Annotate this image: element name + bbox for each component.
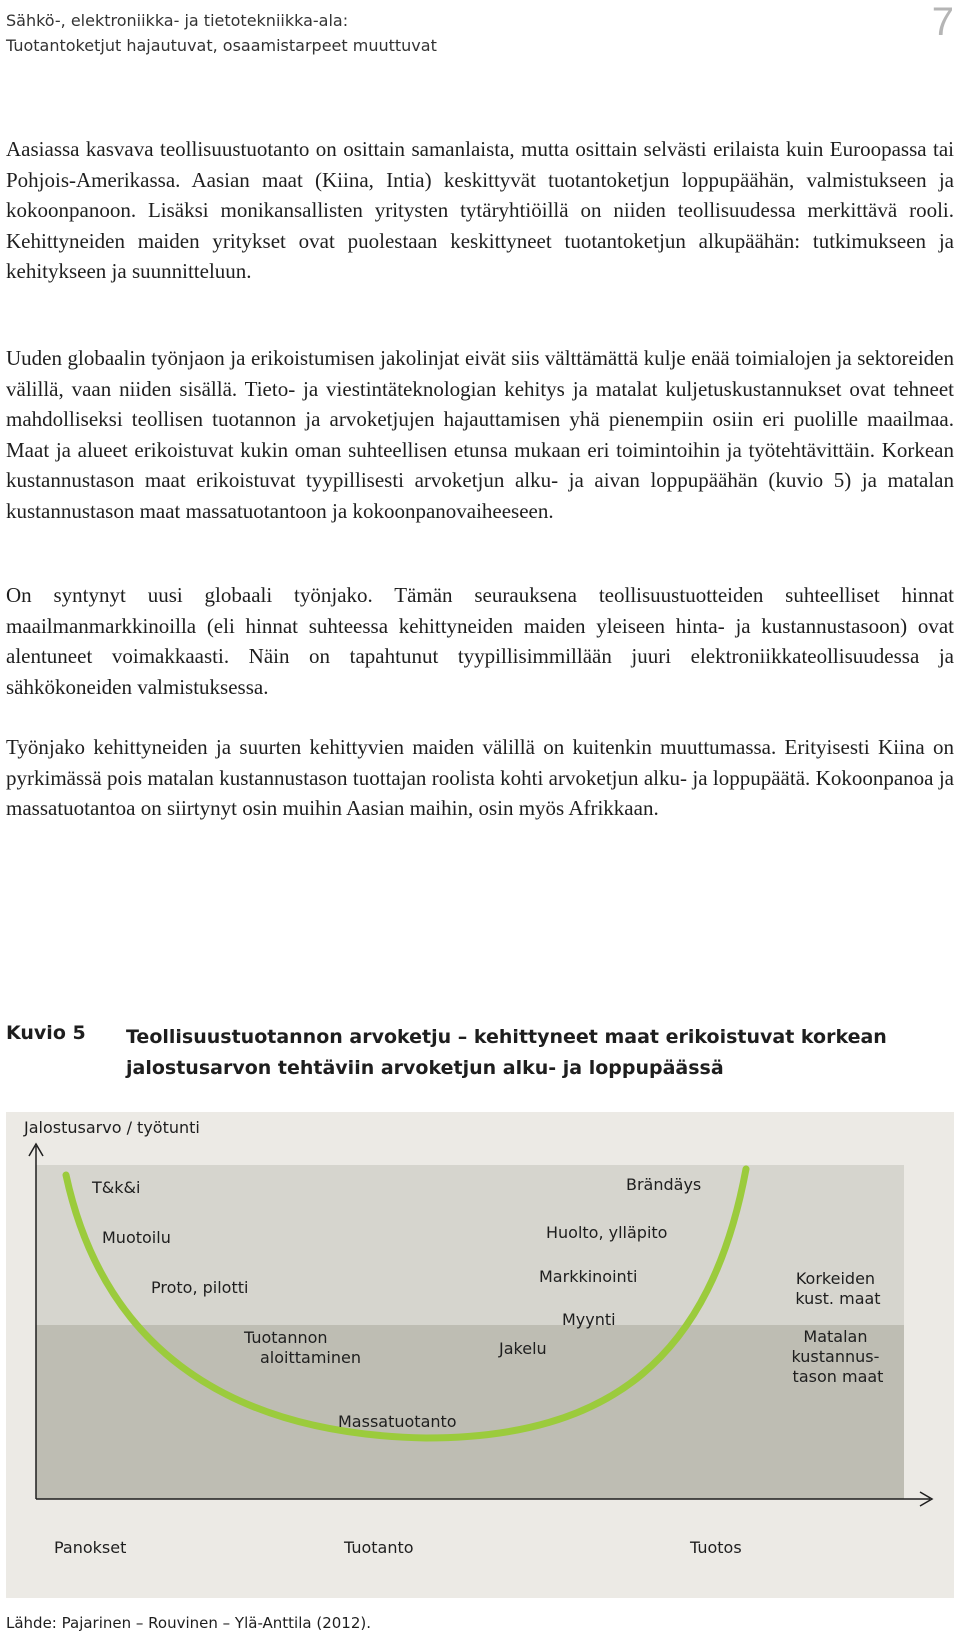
figure-title: Teollisuustuotannon arvoketju – kehittyneet maat erikoistuvat korkean jalostusarvon tehtäviin arvoketjun alku- ja loppupäässä: [126, 1026, 887, 1079]
curve-label-muotoilu: Muotoilu: [102, 1228, 171, 1247]
curve-label-tuotannon-aloittaminen: Tuotannon aloittaminen: [244, 1328, 361, 1367]
page-number: 7: [931, 0, 954, 44]
curve-label-myynti: Myynti: [562, 1310, 616, 1329]
curve-label-jakelu: Jakelu: [499, 1339, 547, 1358]
value-chain-figure: [6, 1112, 954, 1598]
curve-label-markkinointi: Markkinointi: [539, 1267, 638, 1286]
y-axis-label: Jalostusarvo / työtunti: [24, 1118, 200, 1137]
curve-label-huolto-yllapito: Huolto, ylläpito: [546, 1223, 668, 1242]
curve-label-proto-pilotti: Proto, pilotti: [151, 1278, 249, 1297]
band-label-high-cost: Korkeiden kust. maat: [795, 1269, 881, 1308]
curve-label-brandays: Brändäys: [626, 1175, 702, 1194]
header-title-line-2: Tuotantoketjut hajautuvat, osaamistarpeet muuttuvat: [6, 36, 437, 55]
header-title-line-1: Sähkö-, elektroniikka- ja tietotekniikka-ala:: [6, 11, 349, 30]
paragraph-2: Uuden globaalin työnjaon ja erikoistumisen jakolinjat eivät siis välttämättä kulje enää toimialojen ja sektoreiden välillä, vaan niiden sisällä. Tieto- ja viestintäteknologian kehitys ja matalat kuljetuskustannukset ovat tehneet mahdolliseksi teollisen tuotannon ja arvoketjujen hajauttamisen yhä pienempiin osiin eri puolille maailmaa. Maat ja alueet erikoistuvat kukin oman suhteellisen etunsa mukaan eri toimintoihin ja työtehtävittäin. Korkean kustannustason maat erikoistuvat tyypillisesti arvoketjun alku- ja aivan loppupäähän (kuvio 5) ja matalan kustannustason maat massatuotantoon ja kokoonpanovaiheeseen.: [6, 346, 954, 523]
paragraph-3: On syntynyt uusi globaali työnjako. Tämän seurauksena teollisuustuotteiden suhteelliset hinnat maailmanmarkkinoilla (eli hinnat suhteessa kehittyneiden maiden yleiseen hinta- ja kustannustasoon) ovat alentuneet voimakkaasti. Näin on tapahtunut tyypillisimmillään juuri elektroniikkateollisuudessa ja sähkökoneiden valmistuksessa.: [6, 583, 954, 699]
smile-curve-chart: [6, 1112, 954, 1598]
x-stage-panokset: Panokset: [54, 1538, 127, 1557]
curve-label-massatuotanto: Massatuotanto: [338, 1412, 457, 1431]
x-stage-tuotos: Tuotos: [690, 1538, 742, 1557]
paragraph-1: Aasiassa kasvava teollisuustuotanto on osittain samanlaista, mutta osittain selvästi erilaista kuin Euroopassa tai Pohjois-Amerikassa. Aasian maat (Kiina, Intia) keskittyvät tuotantoketjun loppupäähän, valmistukseen ja kokoonpanoon. Lisäksi monikansallisten yritysten tytäryhtiöillä on niiden teollisuudessa merkittävä rooli. Kehittyneiden maiden yritykset ovat puolestaan keskittyneet tuotantoketjun alkupäähän: tutkimukseen ja kehitykseen ja suunnitteluun.: [6, 137, 954, 283]
figure-label: Kuvio 5: [6, 1022, 86, 1044]
band-label-low-cost: Matalan kustannus- tason maat: [791, 1327, 884, 1386]
figure-source: Lähde: Pajarinen – Rouvinen – Ylä-Anttila (2012).: [6, 1614, 371, 1632]
paragraph-4: Työnjako kehittyneiden ja suurten kehittyvien maiden välillä on kuitenkin muuttumassa. Erityisesti Kiina on pyrkimässä pois matalan kustannustason tuottajan roolista kohti arvoketjun alku- ja loppupäätä. Kokoonpanoa ja massatuotantoa on siirtynyt osin muihin Aasian maihin, osin myös Afrikkaan.: [6, 735, 954, 820]
x-stage-tuotanto: Tuotanto: [344, 1538, 414, 1557]
curve-label-tki: T&k&i: [92, 1178, 141, 1197]
